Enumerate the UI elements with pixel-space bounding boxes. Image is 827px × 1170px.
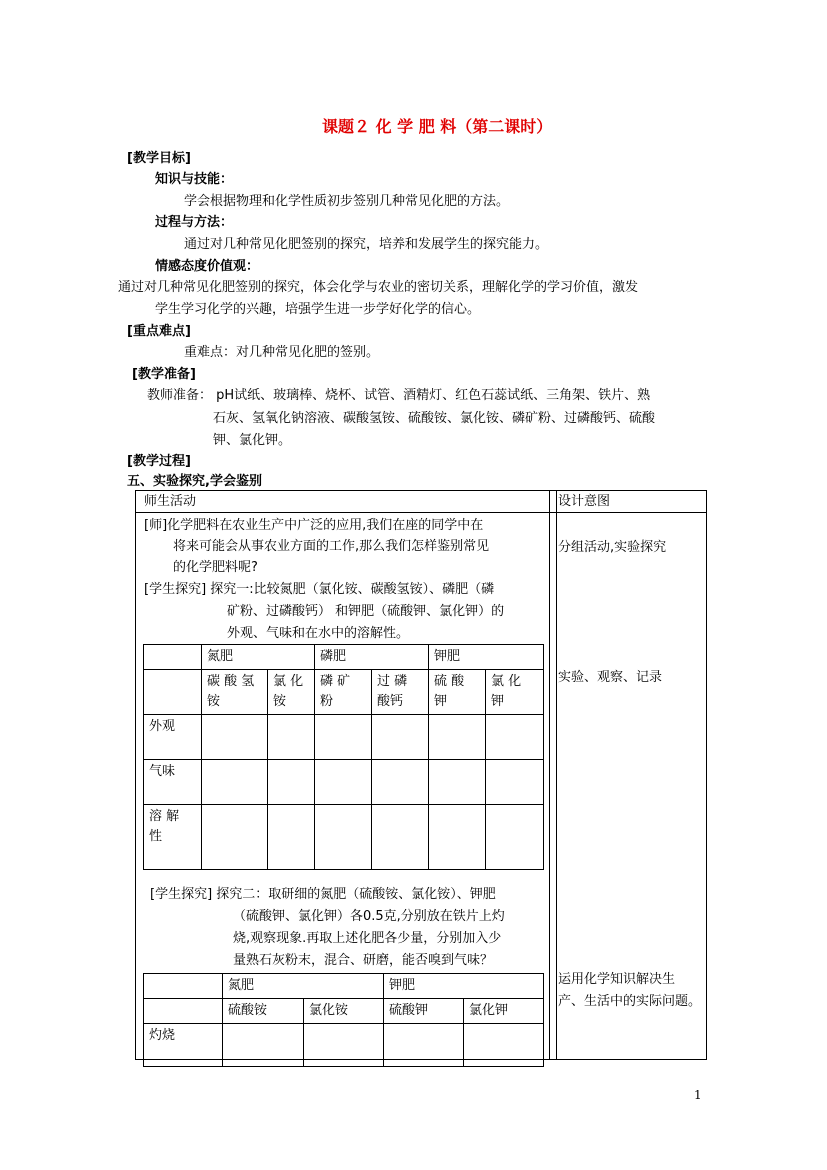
subheader-line: 磷 矿: [320, 674, 351, 689]
corner-cell-3: [144, 974, 223, 999]
column-divider: [549, 491, 550, 1059]
subheader-superphosphate: [372, 670, 429, 715]
teacher-line3: 的化学肥料呢?: [173, 560, 258, 575]
keypoints-heading: [重点难点]: [127, 324, 191, 339]
preparation-line3: 钾、氯化钾。: [213, 433, 292, 448]
subheader-line: 铵: [207, 694, 221, 709]
subheader-line: 碳 酸 氢: [207, 674, 255, 689]
knowledge-heading: 知识与技能：: [155, 172, 234, 187]
intent-apply-line1: 运用化学知识解决生: [558, 972, 676, 987]
group-potassium-2: 钾肥: [384, 974, 544, 999]
comparison-table-1: [143, 644, 544, 870]
corner-cell: [144, 645, 202, 670]
teacher-line2: 将来可能会从事农业方面的工作,那么我们怎样鉴别常见: [173, 539, 490, 554]
subheader-ammonium-bicarbonate: [202, 670, 268, 715]
row-label-odor: 气味: [144, 760, 202, 805]
intent-apply-line2: 产、生活中的实际问题。: [558, 994, 702, 1009]
corner-cell-2: [144, 670, 202, 715]
inquiry2-line3: 烧,观察现象.再取上述化肥各少量，分别加入少: [233, 931, 502, 946]
group-potassium: 钾肥: [429, 645, 544, 670]
teacher-line1: [师]化学肥料在农业生产中广泛的应用,我们在座的同学中在: [144, 518, 484, 533]
intent-group-activity: 分组活动,实验探究: [558, 540, 667, 555]
page-number: 1: [694, 1088, 702, 1102]
column-divider-2: [556, 491, 557, 1059]
subheader-line: 硫 酸: [434, 674, 465, 689]
preparation-line1: 教师准备： pH试纸、玻璃棒、烧杯、试管、酒精灯、红色石蕊试纸、三角架、铁片、熟: [147, 388, 651, 403]
preparation-line2: 石灰、氢氧化钠溶液、碳酸氢铵、硫酸铵、氯化铵、磷矿粉、过磷酸钙、硫酸: [213, 411, 656, 426]
process-text: 通过对几种常见化肥签别的探究，培养和发展学生的探究能力。: [184, 237, 549, 252]
subheader-line: 酸钙: [377, 694, 404, 709]
preparation-heading: [教学准备]: [132, 367, 196, 382]
subheader-line: 过 磷: [377, 674, 408, 689]
group-nitrogen: 氮肥: [202, 645, 315, 670]
subheader-potassium-sulfate: [429, 670, 486, 715]
subheader-potassium-chloride-2: 氯化钾: [464, 999, 544, 1024]
section-title: 五、实验探究,学会鉴别: [127, 474, 262, 489]
row-label-appearance: 外观: [144, 715, 202, 760]
subheader-ammonium-sulfate: 硫酸铵: [223, 999, 304, 1024]
knowledge-text: 学会根据物理和化学性质初步签别几种常见化肥的方法。: [184, 194, 510, 209]
subheader-line: 铵: [273, 694, 287, 709]
inquiry1-line3: 外观、气味和在水中的溶解性。: [227, 626, 410, 641]
subheader-line: 氯 化: [273, 674, 304, 689]
inquiry2-line2: （硫酸钾、氯化钾）各0.5克,分别放在铁片上灼: [233, 909, 505, 924]
process-section-heading: [教学过程]: [127, 454, 191, 469]
col-header-intent: 设计意图: [558, 494, 611, 509]
col-header-activities: 师生活动: [144, 494, 197, 509]
emotion-line2: 学生学习化学的兴趣，培强学生进一步学好化学的信心。: [155, 302, 481, 317]
subheader-ammonium-chloride-2: 氯化铵: [304, 999, 384, 1024]
subheader-line: 钾: [491, 694, 505, 709]
corner-cell-4: [144, 999, 223, 1024]
emotion-heading: 情感态度价值观：: [155, 259, 260, 274]
inquiry2-line1: [学生探究] 探究二：取研细的氮肥（硫酸铵、氯化铵）、钾肥: [150, 887, 496, 902]
row-label-solubility: [144, 805, 202, 870]
group-nitrogen-2: 氮肥: [223, 974, 384, 999]
inquiry1-line1: [学生探究] 探究一:比较氮肥（氯化铵、碳酸氢铵）、磷肥（磷: [144, 582, 495, 597]
group-phosphorus: 磷肥: [315, 645, 429, 670]
subheader-line: 氯 化: [491, 674, 522, 689]
row-label-burning: 灼烧: [144, 1024, 223, 1067]
subheader-potassium-sulfate-2: 硫酸钾: [384, 999, 464, 1024]
intent-observe: 实验、观察、记录: [558, 670, 663, 685]
emotion-line1: 通过对几种常见化肥签别的探究，体会化学与农业的密切关系，理解化学的学习价值，激发: [118, 280, 639, 295]
process-heading: 过程与方法：: [155, 215, 234, 230]
page-title: 课题２ 化 学 肥 料（第二课时）: [322, 117, 553, 136]
row-label-line: 溶 解: [149, 809, 180, 824]
objectives-heading: [教学目标]: [127, 151, 191, 166]
subheader-line: 钾: [434, 694, 448, 709]
subheader-ammonium-chloride: [268, 670, 315, 715]
comparison-table-2: [143, 973, 544, 1067]
header-divider: [136, 512, 706, 513]
subheader-line: 粉: [320, 694, 334, 709]
inquiry2-line4: 量熟石灰粉末，混合、研磨，能否嗅到气味？: [233, 953, 494, 968]
keypoints-text: 重难点：对几种常见化肥的签别。: [184, 345, 380, 360]
subheader-phosphate-rock: [315, 670, 372, 715]
inquiry1-line2: 矿粉、过磷酸钙） 和钾肥（硫酸钾、氯化钾）的: [227, 604, 505, 619]
subheader-potassium-chloride: [486, 670, 544, 715]
row-label-line: 性: [149, 829, 163, 844]
